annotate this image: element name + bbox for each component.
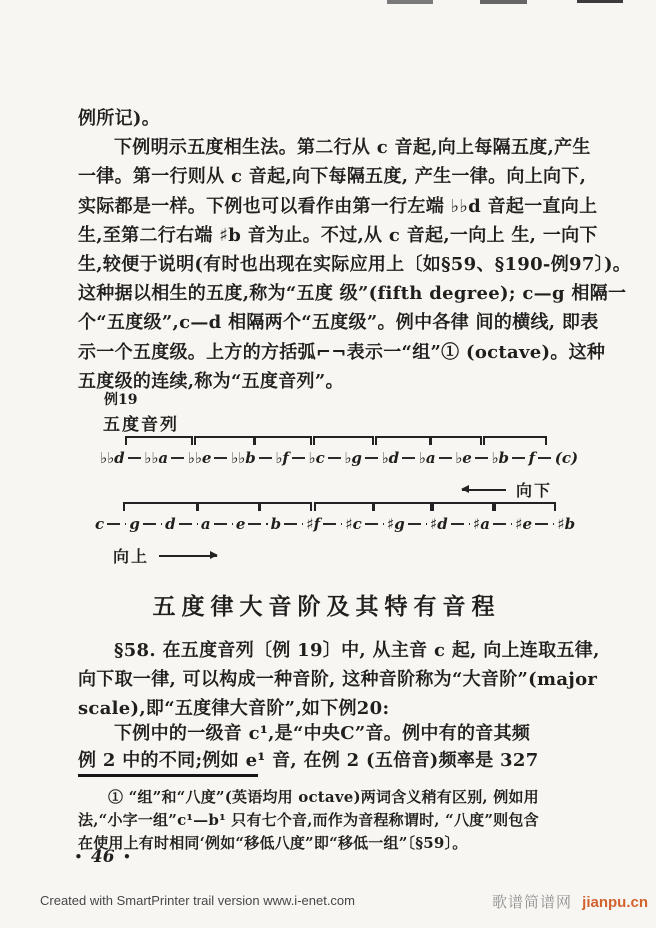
body-line: 生,至第二行右端 ♯b 音为止。不过,从 c 音起,一向上 生, 一向下 — [78, 224, 598, 246]
octave-bracket — [430, 436, 482, 445]
section-58-paragraph — [78, 636, 600, 724]
body-line: 实际都是一样。下例也可以看作由第一行左端 ♭♭d 音起一直向上 — [78, 195, 598, 217]
note-connector — [171, 457, 185, 459]
note-label: (c) — [554, 449, 579, 467]
direction-up — [103, 544, 217, 567]
example-number-label: 例19 — [104, 392, 138, 408]
note-connector — [107, 523, 126, 525]
note-connector — [292, 457, 306, 459]
note-label: ♯a — [473, 515, 491, 533]
note-label: d — [165, 515, 176, 533]
body-line: 例 2 中的不同;例如 e¹ 音, 在例 2 (五倍音)频率是 327 — [78, 750, 539, 771]
paragraph-central-c — [78, 719, 583, 773]
body-line: §58. 在五度音列〔例 19〕中, 从主音 c 起, 向上连取五律, — [114, 640, 600, 661]
note-connector — [365, 523, 384, 525]
direction-down — [462, 478, 562, 501]
page-number-value: 46 — [90, 847, 115, 867]
note-label: ♭e — [455, 449, 472, 467]
note-connector — [365, 457, 379, 459]
note-connector — [402, 457, 416, 459]
note-label: ♭♭d — [100, 449, 125, 467]
octave-bracket — [432, 502, 494, 511]
note-connector — [323, 523, 342, 525]
note-label: ♭d — [381, 449, 400, 467]
octave-bracket — [254, 436, 312, 445]
note-label: ♯f — [306, 515, 321, 533]
note-label: b — [270, 515, 282, 533]
octave-bracket — [194, 436, 255, 445]
note-connector — [451, 523, 470, 525]
note-connector — [214, 457, 228, 459]
note-connector — [512, 457, 526, 459]
scan-artifact-bar — [387, 0, 433, 4]
note-label: e — [235, 515, 246, 533]
body-line: 下例中的一级音 c¹,是“中央C”音。例中有的音其频 — [114, 723, 531, 744]
body-line: 这种据以相生的五度,称为“五度 级”(fifth degree); c—g 相隔一 — [78, 283, 627, 305]
note-connector — [284, 523, 303, 525]
example-title: 五度音列 — [103, 415, 179, 435]
footnote-line: 在使用上有时相同‘例如“移低八度”即“移低一组”〔§59〕。 — [78, 834, 468, 852]
right-arrow-icon — [159, 555, 217, 557]
note-label: a — [200, 515, 211, 533]
note-label: ♭♭a — [144, 449, 169, 467]
body-line: 个“五度级”,c—d 相隔两个“五度级”。例中各律 间的横线, 即表 — [78, 312, 599, 334]
direction-down-label: 向下 — [515, 481, 552, 500]
octave-bracket — [373, 502, 432, 511]
note-label: ♭b — [491, 449, 510, 467]
note-connector — [214, 523, 233, 525]
page-number-bullet: • — [122, 848, 132, 866]
octave-bracket — [259, 502, 312, 511]
note-connector — [493, 523, 512, 525]
note-label: g — [129, 515, 140, 533]
ascending-notes — [95, 515, 575, 533]
octave-bracket — [123, 502, 198, 511]
note-label: ♭♭e — [187, 449, 212, 467]
section-heading: 五度律大音阶及其特有音程 — [152, 593, 501, 620]
body-line: 生,较便于说明(有时也出现在实际应用上〔如§59、§190-例97〕)。 — [78, 253, 632, 275]
note-label: ♭a — [418, 449, 436, 467]
left-arrow-icon — [462, 489, 506, 491]
scan-artifact-bar — [480, 0, 527, 4]
descending-notes — [100, 449, 578, 467]
body-line: 示一个五度级。上方的方括弧⌐¬表示一“组”① (octave)。这种 — [78, 341, 606, 363]
note-connector — [179, 523, 198, 525]
smartprinter-watermark: Created with SmartPrinter trail version www.i-enet.com — [40, 893, 355, 908]
note-label: ♭♭b — [231, 449, 256, 467]
body-paragraphs — [78, 104, 632, 396]
note-label: ♯b — [557, 515, 576, 533]
note-label: ♭c — [308, 449, 325, 467]
direction-up-label: 向上 — [113, 547, 150, 566]
note-label: ♯c — [345, 515, 362, 533]
fifths-row-descending — [100, 436, 579, 500]
octave-bracket — [313, 436, 374, 445]
octave-bracket — [483, 436, 547, 445]
fifths-row-ascending — [95, 502, 576, 566]
note-connector — [259, 457, 273, 459]
note-label: f — [528, 449, 536, 467]
footnote-block — [78, 786, 583, 855]
octave-bracket — [314, 502, 374, 511]
note-label: ♯d — [430, 515, 448, 533]
body-line: scale),即“五度律大音阶”,如下例20: — [78, 698, 390, 720]
note-connector — [248, 523, 267, 525]
note-connector — [328, 457, 342, 459]
body-line: 向下取一律, 可以构成一种音阶, 这种音阶称为“大音阶”(major — [78, 669, 598, 691]
octave-bracket — [375, 436, 431, 445]
note-connector — [128, 457, 142, 459]
note-connector — [475, 457, 489, 459]
note-connector — [535, 523, 554, 525]
note-label: ♭g — [344, 449, 362, 467]
octave-bracket — [494, 502, 556, 511]
octave-bracket — [125, 436, 193, 445]
body-line: 一律。第一行则从 c 音起,向下每隔五度, 产生一律。向上向下, — [78, 166, 587, 188]
page-number — [74, 847, 131, 867]
footnote-line: 法,“小字一组”c¹—b¹ 只有七个音,而作为音程称谓时, “八度”则包含 — [78, 811, 539, 829]
footnote-line: ① “组”和“八度”(英语均用 octave)两词含义稍有区别, 例如用 — [108, 788, 539, 806]
octave-bracket — [197, 502, 260, 511]
body-line: 例所记)。 — [78, 108, 161, 129]
note-label: ♭f — [275, 449, 289, 467]
site-name-label: 歌谱简谱网 — [491, 894, 572, 911]
site-watermark — [492, 891, 648, 912]
site-domain-label: jianpu.cn — [582, 894, 648, 911]
footnote-separator — [78, 774, 258, 777]
note-connector — [143, 523, 162, 525]
note-label: c — [95, 515, 105, 533]
note-connector — [538, 457, 552, 459]
body-line: 下例明示五度相生法。第二行从 c 音起,向上每隔五度,产生 — [114, 137, 591, 159]
note-label: ♯e — [515, 515, 533, 533]
note-label: ♯g — [387, 515, 405, 533]
note-connector — [408, 523, 427, 525]
scan-artifact-bar — [577, 0, 623, 3]
note-connector — [439, 457, 453, 459]
page-number-bullet: • — [74, 848, 83, 866]
body-line: 五度级的连续,称为“五度音列”。 — [78, 370, 344, 392]
